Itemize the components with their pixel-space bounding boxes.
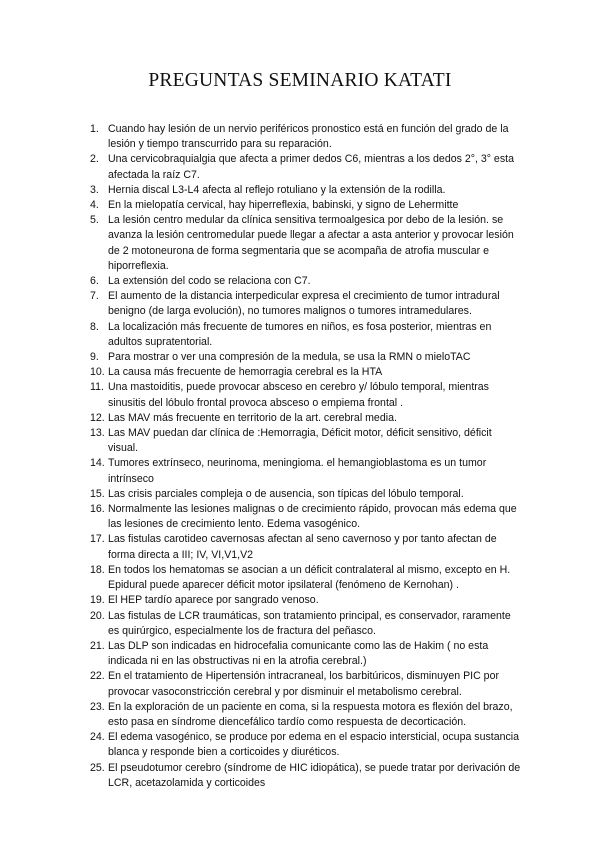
question-item xyxy=(90,593,522,608)
question-number: 15. xyxy=(90,487,105,500)
question-item xyxy=(90,761,522,791)
question-text: Tumores extrínseco, neurinoma, meningioma. el hemangioblastoma es un tumor intrínseco xyxy=(108,457,487,485)
question-number: 14. xyxy=(90,457,105,470)
question-item xyxy=(90,122,522,152)
question-number: 4. xyxy=(90,199,99,212)
question-number: 1. xyxy=(90,123,99,135)
question-item xyxy=(90,365,522,380)
question-number: 13. xyxy=(90,427,105,440)
question-number: 24. xyxy=(90,731,105,744)
question-text: Las fistulas de LCR traumáticas, son tratamiento principal, es conservador, raramente es quirúrgico, especialmente los de fractura del peñasco. xyxy=(108,609,511,637)
question-text: Cuando hay lesión de un nervio periféricos pronostico está en función del grado de la lesión y tiempo transcurrido para su reparación. xyxy=(108,123,509,151)
question-item xyxy=(90,213,522,274)
question-text: Normalmente las lesiones malignas o de crecimiento rápido, provocan más edema que las lesiones de crecimiento lento. Edema vasogénico. xyxy=(108,503,517,531)
question-item xyxy=(90,700,522,730)
question-text: En todos los hematomas se asocian a un déficit contralateral al mismo, excepto en H. Epidural puede aparecer déficit motor ipsilateral (fenómeno de Kernohan) . xyxy=(108,563,511,592)
question-item xyxy=(90,609,522,639)
question-text: Las DLP son indicadas en hidrocefalia comunicante como las de Hakim ( no esta indicada ni en las obstructivas ni en la atrofia cerebral.) xyxy=(108,639,489,668)
question-item xyxy=(90,411,522,426)
question-item xyxy=(90,502,522,532)
question-text: Una mastoiditis, puede provocar absceso en cerebro y/ lóbulo temporal, mientras sinusitis del lóbulo frontal provoca absceso o empiema frontal . xyxy=(108,381,489,409)
question-text: La extensión del codo se relaciona con C7. xyxy=(108,275,311,288)
page-title: PREGUNTAS SEMINARIO KATATI xyxy=(148,70,452,91)
question-number: 8. xyxy=(90,320,99,333)
question-number: 2. xyxy=(90,153,99,166)
question-item xyxy=(90,198,522,213)
question-item xyxy=(90,380,522,410)
question-text: El HEP tardío aparece por sangrado venoso. xyxy=(108,594,319,607)
question-text: Las fistulas carotideo cavernosas afectan al seno cavernoso y por tanto afectan de forma directa a III; IV, VI,V1,V2 xyxy=(108,533,497,561)
question-text: La causa más frecuente de hemorragia cerebral es la HTA xyxy=(108,366,383,379)
question-text: Las MAV puedan dar clínica de :Hemorragia, Déficit motor, déficit sensitivo, déficit visual. xyxy=(108,427,492,455)
question-item xyxy=(90,152,522,182)
question-number: 16. xyxy=(90,503,105,516)
question-number: 25. xyxy=(90,761,105,774)
question-number: 22. xyxy=(90,670,105,683)
question-text: Una cervicobraquialgia que afecta a primer dedos C6, mientras a los dedos 2°, 3° esta afectada la raíz C7. xyxy=(108,153,514,181)
question-text: La localización más frecuente de tumores en niños, es fosa posterior, mientras en adultos supratentorial. xyxy=(108,320,492,348)
question-number: 23. xyxy=(90,700,105,713)
question-number: 12. xyxy=(90,411,105,424)
question-number: 21. xyxy=(90,639,105,652)
question-text: En la exploración de un paciente en coma, si la respuesta motora es flexión del brazo, esto pasa en síndrome diencefálico tardío como respuesta de decorticación. xyxy=(108,700,513,728)
question-text: Para mostrar o ver una compresión de la medula, se usa la RMN o mieloTAC xyxy=(108,351,471,364)
question-item xyxy=(90,563,522,593)
question-text: El aumento de la distancia interpedicular expresa el crecimiento de tumor intradural benigno (de larga evolución), no tumores malignos o tumores intramedulares. xyxy=(108,290,500,318)
question-item xyxy=(90,183,522,198)
question-item xyxy=(90,274,522,289)
question-number: 7. xyxy=(90,290,99,303)
question-number: 9. xyxy=(90,351,99,364)
question-number: 17. xyxy=(90,533,105,546)
question-number: 3. xyxy=(90,183,99,196)
question-item xyxy=(90,320,522,350)
question-number: 20. xyxy=(90,609,105,622)
question-item xyxy=(90,532,522,562)
question-text: El edema vasogénico, se produce por edema en el espacio intersticial, ocupa sustancia blanca y responde bien a corticoides y diuréticos. xyxy=(108,731,520,759)
question-text: En la mielopatía cervical, hay hiperreflexia, babinski, y signo de Lehermitte xyxy=(108,199,459,212)
question-number: 19. xyxy=(90,594,105,607)
question-item xyxy=(90,669,522,699)
question-text: La lesión centro medular da clínica sensitiva termoalgesica por debo de la lesión. se avanza la lesión centromedular puede llegar a afectar a asta anterior y provocar lesión de 2 motoneurona de forma segmentaria que se acompaña de atrofia muscular e hiporreflexia. xyxy=(108,214,514,272)
question-item xyxy=(90,350,522,365)
questions-list xyxy=(90,122,522,791)
question-number: 6. xyxy=(90,275,99,288)
question-text: El pseudotumor cerebro (síndrome de HIC idiopática), se puede tratar por derivación de LCR, acetazolamida y corticoides xyxy=(108,761,521,789)
question-item xyxy=(90,487,522,502)
question-item xyxy=(90,456,522,486)
question-text: Las MAV más frecuente en territorio de la art. cerebral media. xyxy=(108,411,397,424)
question-item xyxy=(90,289,522,319)
question-text: Las crisis parciales compleja o de ausencia, son típicas del lóbulo temporal. xyxy=(108,487,464,500)
question-item xyxy=(90,639,522,669)
question-item xyxy=(90,730,522,760)
question-number: 11. xyxy=(90,381,104,394)
question-text: En el tratamiento de Hipertensión intracraneal, los barbitúricos, disminuyen PIC por provocar vasoconstricción cerebral y por disminuir el metabolismo cerebral. xyxy=(108,670,499,698)
question-number: 18. xyxy=(90,563,105,576)
question-text: Hernia discal L3-L4 afecta al reflejo rotuliano y la extensión de la rodilla. xyxy=(108,183,446,196)
question-item xyxy=(90,426,522,456)
question-number: 10. xyxy=(90,366,105,379)
question-number: 5. xyxy=(90,214,99,227)
